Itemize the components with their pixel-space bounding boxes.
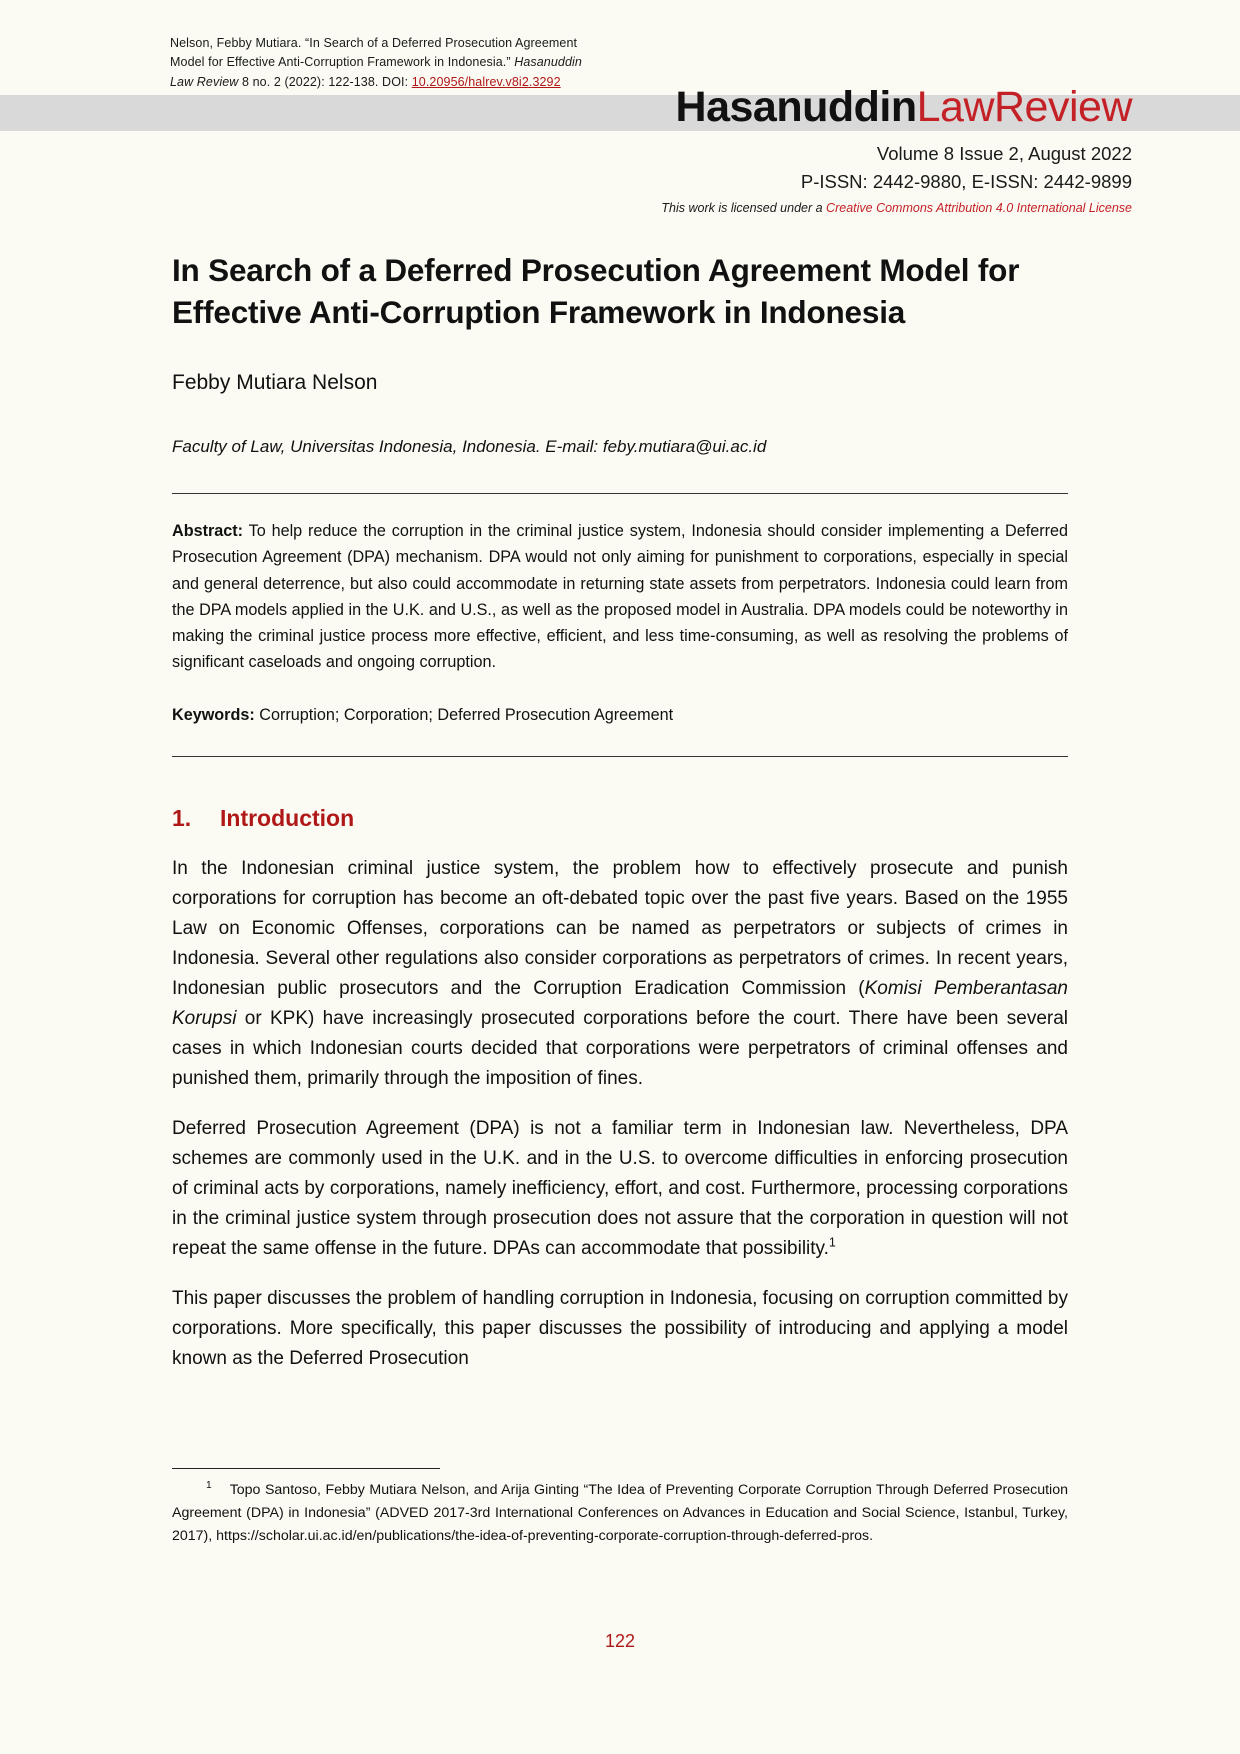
- footnote-1: [172, 1479, 1068, 1548]
- masthead-license: [512, 199, 1132, 218]
- footnote-body: Topo Santoso, Febby Mutiara Nelson, and Arija Ginting “The Idea of Preventing Corporate Corruption Through Deferred Prosecution Agreement (DPA) in Indonesia” (ADVED 2017-3rd International Conferences on Advances in Education and Social Science, Istanbul, Turkey, 2017), https://scholar.ui.ac.id/en/publications/the-idea-of-preventing-corporate-corruption-through-deferred-pros.: [172, 1482, 1068, 1544]
- section-heading-introduction: [172, 805, 1068, 832]
- journal-logo-lawreview: LawReview: [916, 83, 1132, 131]
- abstract-text: To help reduce the corruption in the criminal justice system, Indonesia should consider implementing a Deferred Prosecution Agreement (DPA) mechanism. DPA would not only aiming for punishment to corporations, especially in special and general deterrence, but also could accommodate in returning state assets from perpetrators. Indonesia could learn from the DPA models applied in the U.K. and U.S., as well as the proposed model in Australia. DPA models could be noteworthy in making the criminal justice process more effective, efficient, and less time-consuming, as well as resolving the problems of significant caseloads and ongoing corruption.: [172, 522, 1068, 672]
- footnote-separator: [172, 1468, 440, 1469]
- citation-volume-info: 8 no. 2 (2022): 122-138. DOI:: [238, 74, 412, 89]
- footnote-number: 1: [206, 1480, 212, 1492]
- masthead-volume: Volume 8 Issue 2, August 2022: [876, 143, 1132, 164]
- divider-top: [172, 493, 1068, 494]
- abstract-paragraph: [172, 518, 1068, 675]
- citation-line-1: Nelson, Febby Mutiara. “In Search of a Deferred Prosecution Agreement: [170, 36, 578, 50]
- footnote-area: [172, 1468, 1068, 1548]
- citation-journal-name-2: Law Review: [170, 74, 239, 89]
- intro-p1-part-a: In the Indonesian criminal justice system, the problem how to effectively prosecute and punish corporations for corruption has become an oft-debated topic over the past five years. Based on the 1955 Law on Economic Offenses, corporations can be named as perpetrators or subjects of crimes in Indonesia. Several other regulations also consider corporations as perpetrators of crimes. In recent years, Indonesian public prosecutors and the Corruption Eradication Commission (: [172, 857, 1068, 999]
- citation-line-2: Model for Effective Anti-Corruption Framework in Indonesia.”: [170, 55, 515, 70]
- page-number: 122: [604, 1631, 636, 1651]
- section-number: 1.: [172, 804, 192, 831]
- masthead-meta: [512, 140, 1132, 217]
- keywords-label: Keywords:: [172, 705, 255, 724]
- keywords-paragraph: [172, 702, 1068, 728]
- author-name: Febby Mutiara Nelson: [172, 371, 378, 395]
- keywords-text: Corruption; Corporation; Deferred Prosecution Agreement: [254, 705, 674, 724]
- intro-p1-part-b: or KPK) have increasingly prosecuted corporations before the court. There have been several cases in which Indonesian courts decided that corporations were perpetrators of criminal offenses and punished them, primarily through the imposition of fines.: [172, 1007, 1068, 1089]
- license-prefix: This work is licensed under a: [661, 200, 827, 215]
- footnote-reference-marker[interactable]: 1: [828, 1235, 836, 1250]
- citation-block: [170, 34, 590, 92]
- masthead-issn: P-ISSN: 2442-9880, E-ISSN: 2442-9899: [800, 170, 1132, 192]
- journal-logo: [675, 83, 1132, 131]
- citation-journal-name-1: Hasanuddin: [514, 55, 582, 70]
- abstract-label: Abstract:: [172, 522, 244, 541]
- intro-paragraph-1: [172, 854, 1068, 1094]
- intro-p2-text: Deferred Prosecution Agreement (DPA) is not a familiar term in Indonesian law. Nevertheless, DPA schemes are commonly used in the U.K. and in the U.S. to overcome difficulties in enforcing prosecution of criminal acts by corporations, namely inefficiency, effort, and cost. Furthermore, processing corporations in the criminal justice system through prosecution does not assure that the corporation in question will not repeat the same offense in the future. DPAs can accommodate that possibility.: [172, 1117, 1068, 1259]
- author-affiliation: Faculty of Law, Universitas Indonesia, Indonesia. E-mail: feby.mutiara@ui.ac.id: [172, 437, 767, 457]
- page-title: In Search of a Deferred Prosecution Agreement Model for Effective Anti-Corruption Framework in Indonesia: [172, 252, 1020, 330]
- intro-paragraph-2: [172, 1114, 1068, 1264]
- license-link[interactable]: Creative Commons Attribution 4.0 International License: [826, 200, 1132, 215]
- intro-p1-italic: Komisi Pemberantasan Korupsi: [172, 977, 1068, 1029]
- citation-doi-link[interactable]: 10.20956/halrev.v8i2.3292: [411, 74, 561, 89]
- journal-logo-hasanuddin: Hasanuddin: [675, 83, 917, 131]
- intro-paragraph-3: This paper discusses the problem of handling corruption in Indonesia, focusing on corruption committed by corporations. More specifically, this paper discusses the possibility of introducing and applying a model known as the Deferred Prosecution: [172, 1288, 1068, 1370]
- section-title: Introduction: [220, 804, 355, 831]
- article-content: [172, 250, 1068, 1394]
- divider-bottom: [172, 756, 1068, 757]
